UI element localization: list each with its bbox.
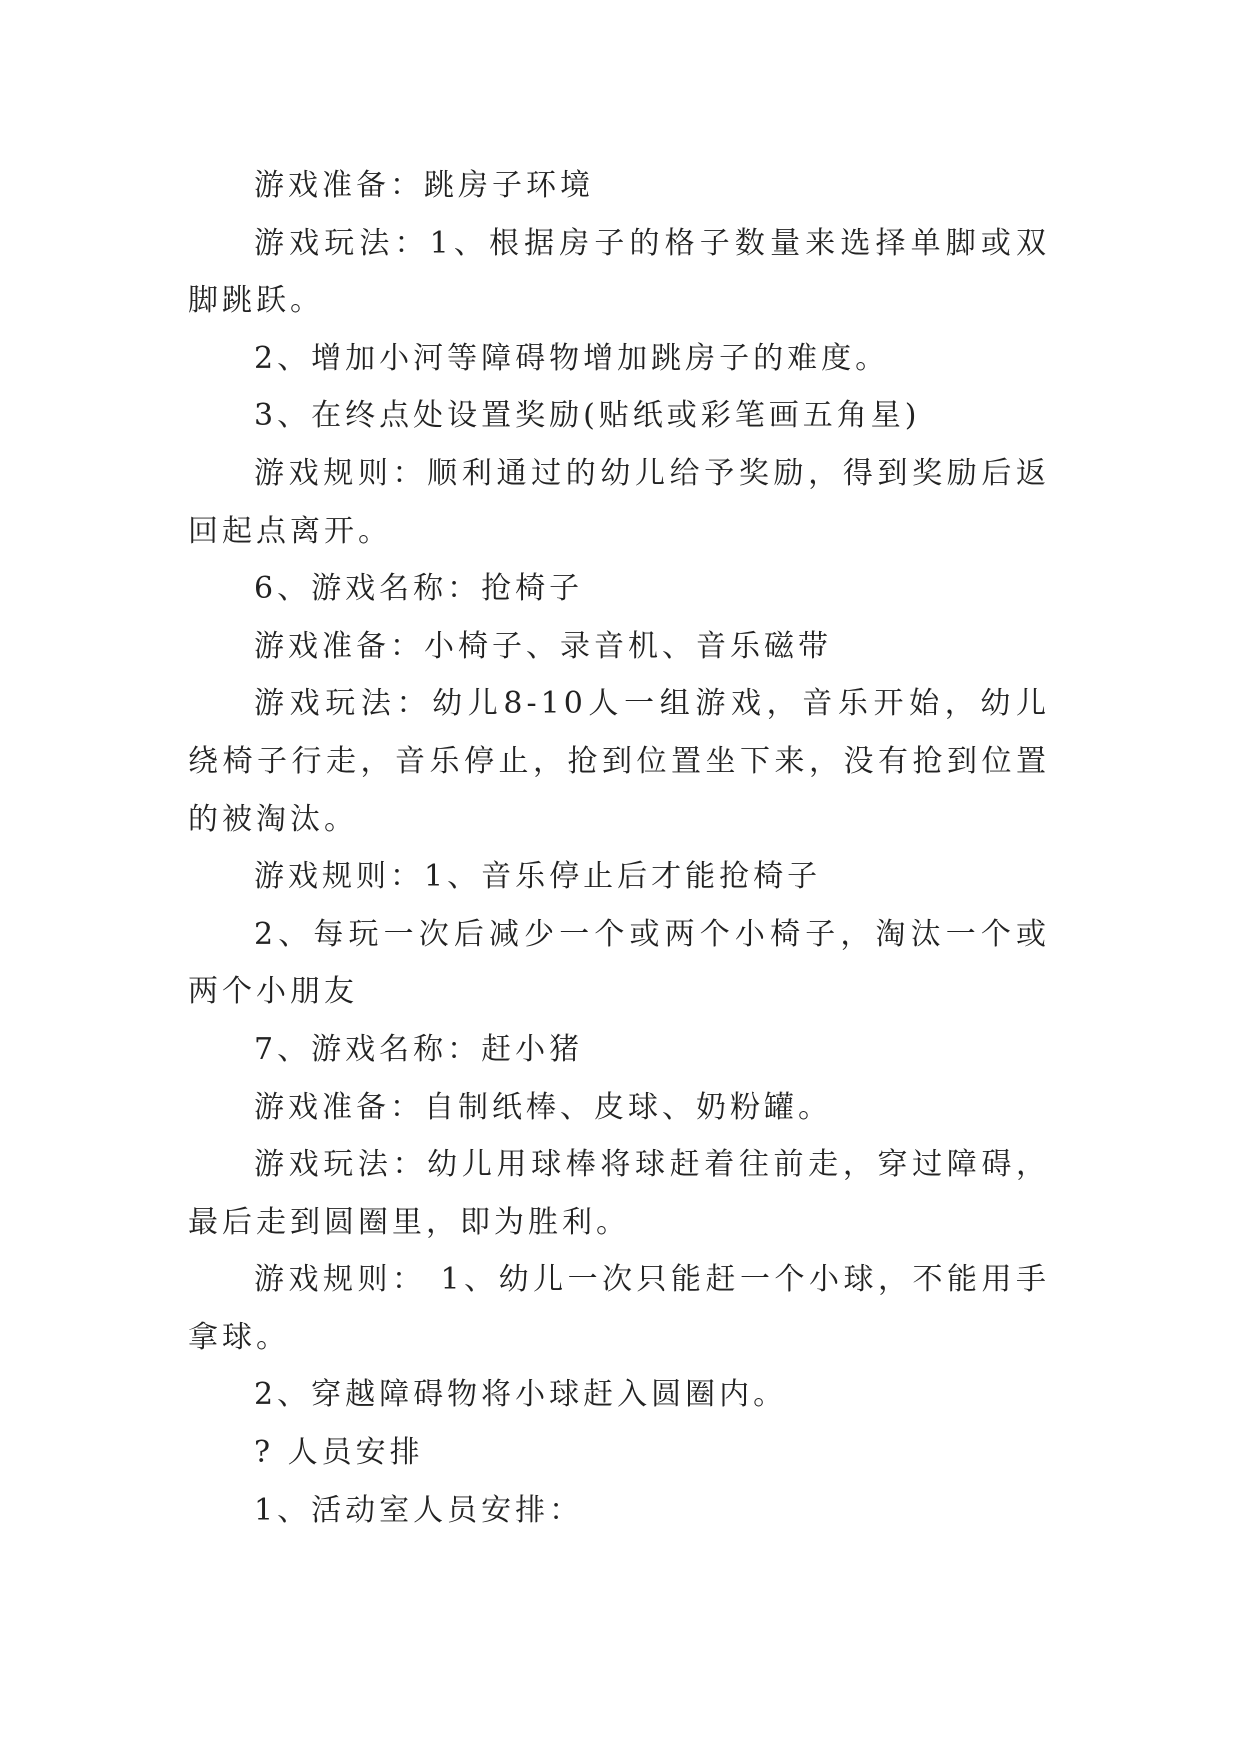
paragraph: 6、游戏名称：抢椅子 [254,571,584,607]
document-body [188,157,1050,1539]
paragraph: 游戏准备：自制纸棒、皮球、奶粉罐。 [254,1089,832,1125]
paragraph: 2、每玩一次后减少一个或两个小椅子，淘汰一个或两个小朋友 [188,916,1050,1010]
paragraph: 游戏规则：1、音乐停止后才能抢椅子 [254,859,822,895]
paragraph: 游戏玩法：幼儿8-10人一组游戏，音乐开始，幼儿绕椅子行走，音乐停止，抢到位置坐下来，没有抢到位置的被淘汰。 [188,686,1050,837]
paragraph: 7、游戏名称：赶小猪 [254,1031,584,1067]
paragraph: 1、活动室人员安排： [254,1492,584,1528]
paragraph: 游戏玩法：1、根据房子的格子数量来选择单脚或双脚跳跃。 [188,225,1050,319]
paragraph: 2、穿越障碍物将小球赶入圆圈内。 [254,1377,788,1413]
paragraph: 游戏准备：小椅子、录音机、音乐磁带 [254,628,832,664]
paragraph: ? 人员安排 [254,1435,424,1471]
paragraph: 游戏玩法：幼儿用球棒将球赶着往前走，穿过障碍，最后走到圆圈里，即为胜利。 [188,1147,1050,1240]
paragraph: 3、在终点处设置奖励(贴纸或彩笔画五角星) [254,398,921,434]
paragraph: 游戏规则：顺利通过的幼儿给予奖励，得到奖励后返回起点离开。 [188,455,1050,549]
paragraph: 游戏规则： 1、幼儿一次只能赶一个小球，不能用手拿球。 [188,1262,1050,1355]
paragraph: 游戏准备：跳房子环境 [254,168,594,203]
paragraph: 2、增加小河等障碍物增加跳房子的难度。 [254,340,890,376]
